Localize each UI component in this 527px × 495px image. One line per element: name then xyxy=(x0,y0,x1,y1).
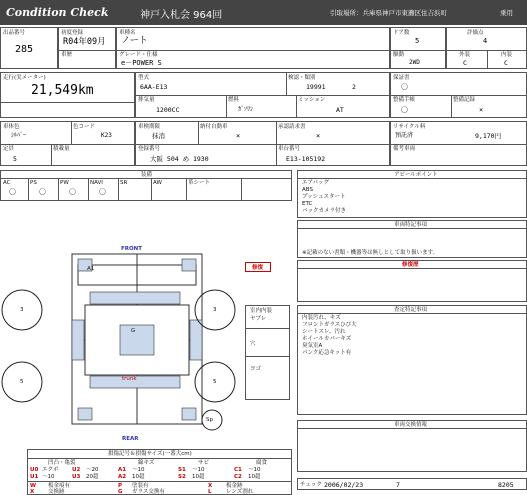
glass-damage: G xyxy=(131,328,136,334)
tire-rr: 5 xyxy=(213,379,217,385)
color-box: 車体色 ｼﾙﾊﾞｰ 色コード K23 定員 5 積載量 xyxy=(0,121,135,166)
interior-box: 室内内装 ヤブレ 穴 ヨゴ xyxy=(245,305,290,400)
equipment-table: 装備 AC 〇 PS 〇 PW 〇 NAVI 〇 SR AW 革シート xyxy=(0,170,292,201)
header-bar xyxy=(0,0,527,25)
pickup-location: 引取場所：兵庫県神戸市東灘区住吉浜町 xyxy=(330,9,447,17)
spare-label: Sp xyxy=(206,417,213,423)
check-date: 2006/02/23 xyxy=(324,481,364,489)
damage-legend: 損傷記号＆損傷サイズ(一番大cm) 凹凸・亀裂 線キズ サビ 腐食 U0 エクボ U2 ～20 A1 ～10 S1 ～10 C1 ～10 U1 ～10 U3 20超 A2 10超 S2 10超 C2 10超 W 板金痕有 P 塗装有 X 板金跡 X 交換跡 G ガラス交換有 L レンズ割れ xyxy=(27,449,292,495)
repair-box: 修復歴 xyxy=(297,260,527,302)
tire-fl: 3 xyxy=(20,307,24,313)
car-name-box: 車種名 ノート グレード・仕様 e－POWER S xyxy=(116,27,390,69)
plate-value: 大阪 504 め 1930 xyxy=(150,155,209,163)
mileage-box: 走行(実メーター) 21,549km xyxy=(0,72,135,118)
auction-title: 神戸入札会 964回 xyxy=(140,10,223,21)
exchange-box: 車両交換情報 xyxy=(297,420,527,472)
grade-value: e－POWER S xyxy=(121,59,162,67)
docs-box: 保証書 〇 整備手帳 〇 整備記録 × xyxy=(390,72,527,118)
rear-label: REAR xyxy=(122,436,139,442)
model-box: 型式 6AA-E13 検認・類別 19991 2 排気量 1200CC 燃料 ｶﾞｿﾘﾝ ミッション AT xyxy=(135,72,390,118)
vehicle-class: 乗用 xyxy=(500,9,513,17)
form-title: Condition Check xyxy=(6,6,109,19)
score-box: 評価点 4 外装 C 内装 C xyxy=(446,27,527,69)
lot-box: 出品番号 285 xyxy=(0,27,58,69)
footer-check: チェック 2006/02/23 7 8205 xyxy=(297,478,527,490)
first-reg-box: 初度登録 R04年09月 車歴 xyxy=(58,27,116,69)
a1-damage: A1 xyxy=(87,266,95,272)
doors-box: ドア数 5 駆動 2WD xyxy=(390,27,446,69)
recycle-box: リサイクル料 預託済 9,170円 備考車両 xyxy=(390,121,527,166)
first-reg-value: R04年09月 xyxy=(63,37,106,47)
car-name-value: ノート xyxy=(121,36,148,46)
inspection-box: 査定特記事項 内装汚れ、キズ フロントガラスひび大 シートスレ、汚れ ホイールカバーキズ 臭気室A パンク応急キット有 xyxy=(297,305,527,415)
inspect-box: 車検期限 抹消 納付自動車 × 承認請求書 × 登録番号 大阪 504 め 1930 車台番号 E13-105192 xyxy=(135,121,390,166)
tire-rl: 5 xyxy=(20,379,24,385)
mileage-value: 21,549km xyxy=(31,83,94,98)
trunk-label: trunk xyxy=(122,376,137,382)
car-damage-diagram xyxy=(0,240,245,445)
repair-badge: 修復 xyxy=(245,262,271,272)
lot-number: 285 xyxy=(15,44,34,55)
score-value: 4 xyxy=(483,37,488,45)
notes-box: 車両特記事項 ※記載のない書類・機器等は無しとして取り扱います。 xyxy=(297,220,527,258)
tire-fr: 3 xyxy=(213,307,217,313)
appeal-box: アピールポイント エアバッグ ABS プッシュスタート ETC バックカメラ付き xyxy=(297,170,527,218)
front-label: FRONT xyxy=(121,246,143,252)
